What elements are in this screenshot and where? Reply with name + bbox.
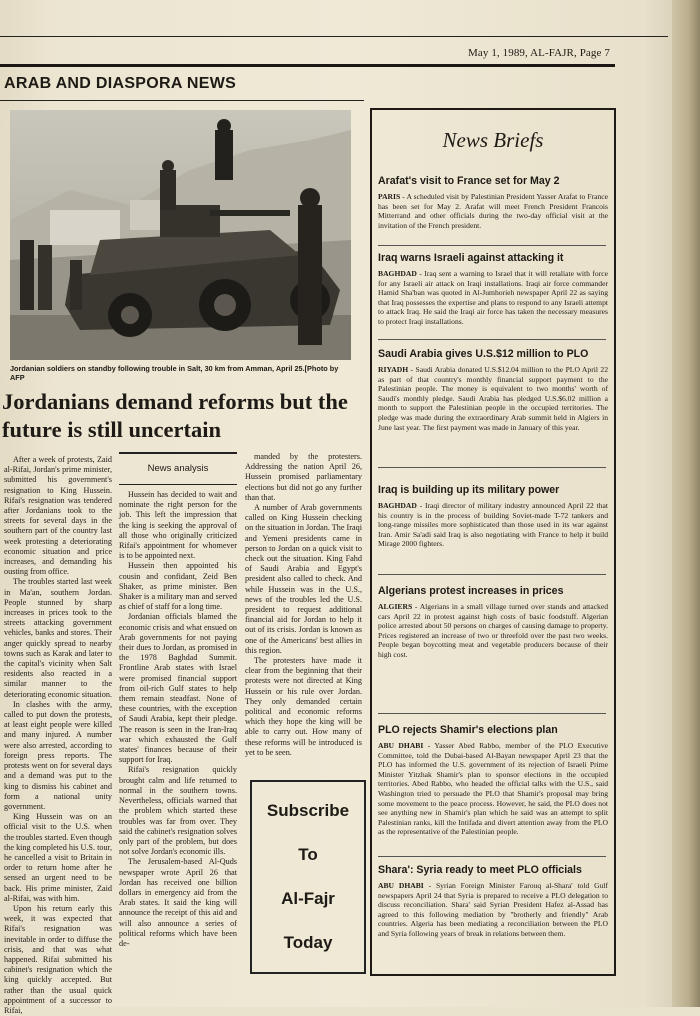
paragraph: In clashes with the army, called to put down the protests, at least eight people were killed and many injured. A number were also arrested, according to foreign press reports. The protests went on for several days and a demand was put to the king to dismiss his cabinet and form a national unity government. (4, 699, 112, 811)
top-rule (0, 36, 668, 37)
brief-divider (378, 856, 606, 857)
article-column-2 (119, 490, 237, 949)
brief-text: - Syrian Foreign Minister Farouq al-Shara' told Gulf newspapers April 24 that Syria is prepared to receive a PLO delegation to discuss reconciliation. Shara' said Syrian President Hafez al-Assad has agreed to this following mediation by "brotherly and friendly" Arab countries. Algeria has been mediating a reconciliation between the PLO and Syria following years of break in relations between them. (378, 881, 609, 938)
paragraph: manded by the protesters. Addressing the nation April 26, Hussein promised parliamentary elections but did not go any further than that. (245, 452, 362, 502)
brief-headline: Arafat's visit to France set for May 2 (378, 175, 560, 187)
subscribe-line-2: To (298, 845, 318, 864)
paragraph: Upon his return early this week, it was expected that Rifai's resignation was inevitable in order to diffuse the crisis, and that was what happened. Rifai submitted his cabinet's resignation which the king quickly accepted. But rather than the usual quick appointment of a successor to Rifai, (4, 903, 112, 1015)
brief-dateline: BAGHDAD (378, 501, 417, 510)
section-title: ARAB AND DIASPORA NEWS (4, 75, 237, 92)
brief-text: - Yasser Abed Rabbo, member of the PLO Executive Committee, told the Dubai-based Al-Bayan newspaper April 23 that the PLO has informed the U.S. government of its rejection of Israeli Prime Minister Yitzhak Shamir's plan to sponsor elections in the occupied territories. Abed Rabbo, who headed the official talks with the U.S., said Washington tried to persuade the PLO that Shamir's proposal may bring some movement to the peace process. However, he said, the PLO does not see anything new in Shamir's plan which he said was an attempt to split Palestinian ranks, kill the Intifada and divert attention away from the PLO as the representative of the Palestinian people. (378, 741, 608, 837)
brief-text: - A scheduled visit by Palestinian President Yasser Arafat to France has been set for May 2. Arafat will meet French President Francois Mitterrand and other officials during the two-day official visit at the invitation of the French president. (378, 192, 608, 230)
brief-headline: Iraq warns Israeli against attacking it (378, 252, 564, 264)
brief-item (378, 864, 608, 939)
brief-headline: PLO rejects Shamir's elections plan (378, 724, 558, 736)
brief-divider (378, 467, 606, 468)
brief-headline: Iraq is building up its military power (378, 484, 560, 496)
brief-dateline: BAGHDAD (378, 269, 417, 278)
brief-body (378, 192, 608, 230)
brief-divider (378, 245, 606, 246)
paragraph: King Hussein was on an official visit to the U.S. when the troubles started. Even though the king completed his U.S. tour, he cancelled a visit to Britain in order to return home after he sensed an urgent need to be back. His prime minister, Zaid al-Rifai, was with him. (4, 812, 113, 903)
brief-item (378, 175, 608, 230)
brief-body (378, 501, 608, 549)
paragraph: Hussein has decided to wait and nominate the right person for the job. This left the impression that the king is seeking the approval of all those who originally criticized Rifai's appointment for whomever is to be appointed next. (119, 490, 237, 561)
brief-dateline: RIYADH (378, 365, 409, 374)
news-photo (10, 110, 351, 360)
article-column-3 (245, 452, 362, 758)
subscribe-line-3: Al-Fajr (281, 889, 335, 908)
brief-divider (378, 574, 606, 575)
paragraph: Rifai's resignation quickly brought calm and life returned to normal in the southern towns. Nevertheless, officials warned that the problem which started these troubles was far from over. They said the cabinet's resignation solves only part of the problem, but does not solve Jordan's economic ills. (119, 765, 237, 857)
brief-body (378, 741, 608, 837)
brief-headline: Saudi Arabia gives U.S.$12 million to PLO (378, 348, 589, 360)
article-headline: Jordanians demand reforms but the future is still uncertain (2, 389, 348, 442)
masthead-rule (0, 64, 615, 67)
brief-dateline: ABU DHABI (378, 741, 424, 750)
brief-headline: Algerians protest increases in prices (378, 585, 564, 597)
paragraph: The Jerusalem-based Al-Quds newspaper wrote April 26 that Jordan has received one billion dollars in emergency aid from the Arab states. It said the king will announce the receipt of this aid and will also announce a series of political reforms which have been de- (119, 857, 237, 948)
brief-body (378, 881, 608, 939)
brief-item (378, 585, 608, 660)
brief-item (378, 724, 608, 837)
brief-text: - Iraq sent a warning to Israel that it will retaliate with force for any Israeli air attack on Iraqi installations. Iraqi air force commander Hamid Sha'ban was quoted in Al-Jumhorieh newspaper April 22 as saying that Iraq possesses the expertise and plans to respond to any Israeli attempt to attack Iraq. He said the Iraqi air force has taken the necessary measures to protect Iraqi installations. (378, 269, 608, 326)
brief-dateline: ABU DHABI (378, 881, 424, 890)
subscribe-line-4: Today (283, 933, 333, 952)
folio-line: May 1, 1989, AL-FAJR, Page 7 (468, 47, 610, 59)
brief-headline: Shara': Syria ready to meet PLO officials (378, 864, 582, 876)
section-rule (0, 100, 364, 101)
paragraph: The protesters have made it clear from the beginning that their protests were not directed at King Hussein or his rule over Jordan. They only demanded certain political and economic reforms which they hope the king will be able to carry out. How many of these reforms will be introduced is yet to be seen. (245, 656, 362, 757)
photo-caption: Jordanian soldiers on standby following trouble in Salt, 30 km from Amman, April 25.[Photo by AFP (10, 364, 339, 382)
subscribe-ad (250, 780, 366, 974)
brief-dateline: ALGIERS (378, 602, 413, 611)
news-analysis-label: News analysis (119, 452, 237, 485)
subscribe-line-1: Subscribe (266, 801, 350, 820)
news-briefs-title: News Briefs (442, 128, 544, 152)
paragraph: Hussein then appointed his cousin and confidant, Zeid Ben Shaker, as prime minister. Ben Shaker is a military man and served as chief of staff for a long time. (119, 561, 237, 612)
armored-vehicle-photo (10, 110, 351, 360)
brief-body (378, 602, 608, 660)
paragraph: After a week of protests, Zaid al-Rifai, Jordan's prime minister, submitted his government's resignation to King Hussein. Rifai's resignation was tendered after Jordanians took to the streets for several days in the southern part of the country last week protesting a deteriorating economic situation and price increases, and demanding his ousting from office. (4, 455, 112, 577)
brief-divider (378, 339, 606, 340)
brief-item (378, 348, 608, 432)
brief-item (378, 252, 608, 327)
brief-dateline: PARIS (378, 192, 401, 201)
paragraph: Jordanian officials blamed the economic crisis and what ensued on Arab governments for not paying their dues to Jordan, as promised in the 1978 Baghdad Summit. Frontline Arab states with Israel were promised financial support from oil-rich Gulf states to help them remain steadfast. None of these countries, with the exception of Saudi Arabia, kept their pledge. The reason is seen in the Iran-Iraq war which exhausted the Gulf states' finances because of their support for Iraq. (119, 612, 238, 765)
article-column-1 (4, 455, 112, 1016)
brief-item (378, 484, 608, 549)
brief-body (378, 269, 608, 327)
brief-text: - Iraqi director of military industry announced April 22 that his country is in the process of building Soviet-made T-72 tankers and long-range missiles more sophisticated than those used in its war against Iran. Amir Sa'adi said Iraq is also negotiating with France to help it build Mirage 2000 fighters. (378, 501, 608, 549)
paragraph: A number of Arab governments called on King Hussein checking on the situation in Jordan. The Iraqi and Yemeni presidents came in person to Jordan on a quick visit to check out the situation. King Fahd of Saudi Arabia and Egypt's president also called to check. And while Hussein was in the U.S., news of the troubles led the U.S. president to request additional financial aid for Jordan to help it out of its crisis. Jordan is known as one of the Americans' best allies in this region. (245, 503, 362, 655)
brief-divider (378, 713, 606, 714)
brief-body (378, 365, 608, 432)
brief-text: - Saudi Arabia donated U.S.$12.04 million to the PLO April 22 as part of that country's monthly financial support payment to the Palestinian people. The money is equivalent to two months' worth of Saudi's monthly pledge. Saudi Arabia has pledged U.S.$6.02 million a month to support the Palestinian people in the occupied territories. The pledge was made during the extraordinary Arab summit held in Algiers in June last year. The first payment was made in January of this year. (378, 365, 608, 432)
paragraph: The troubles started last week in Ma'an, southern Jordan. People stunned by sharp increases in prices took to the streets attacking government vehicles, banks and stores. Their anger quickly spread to nearby towns such as Karak and later to the capital's vicinity when Salt residents also reacted in a similar manner to the deteriorating economic situation. (4, 577, 112, 699)
brief-text: - Algerians in a small village turned over stands and attacked cars April 22 in protest against high costs of basic foodstuff. Algerian police arrested about 50 persons on charges of causing damage to property. Prices registered an increase of two or threefold over the past two weeks. People began boycotting meat and vegetable producers because of their high cost. (378, 602, 608, 659)
page-spine (672, 0, 700, 1007)
